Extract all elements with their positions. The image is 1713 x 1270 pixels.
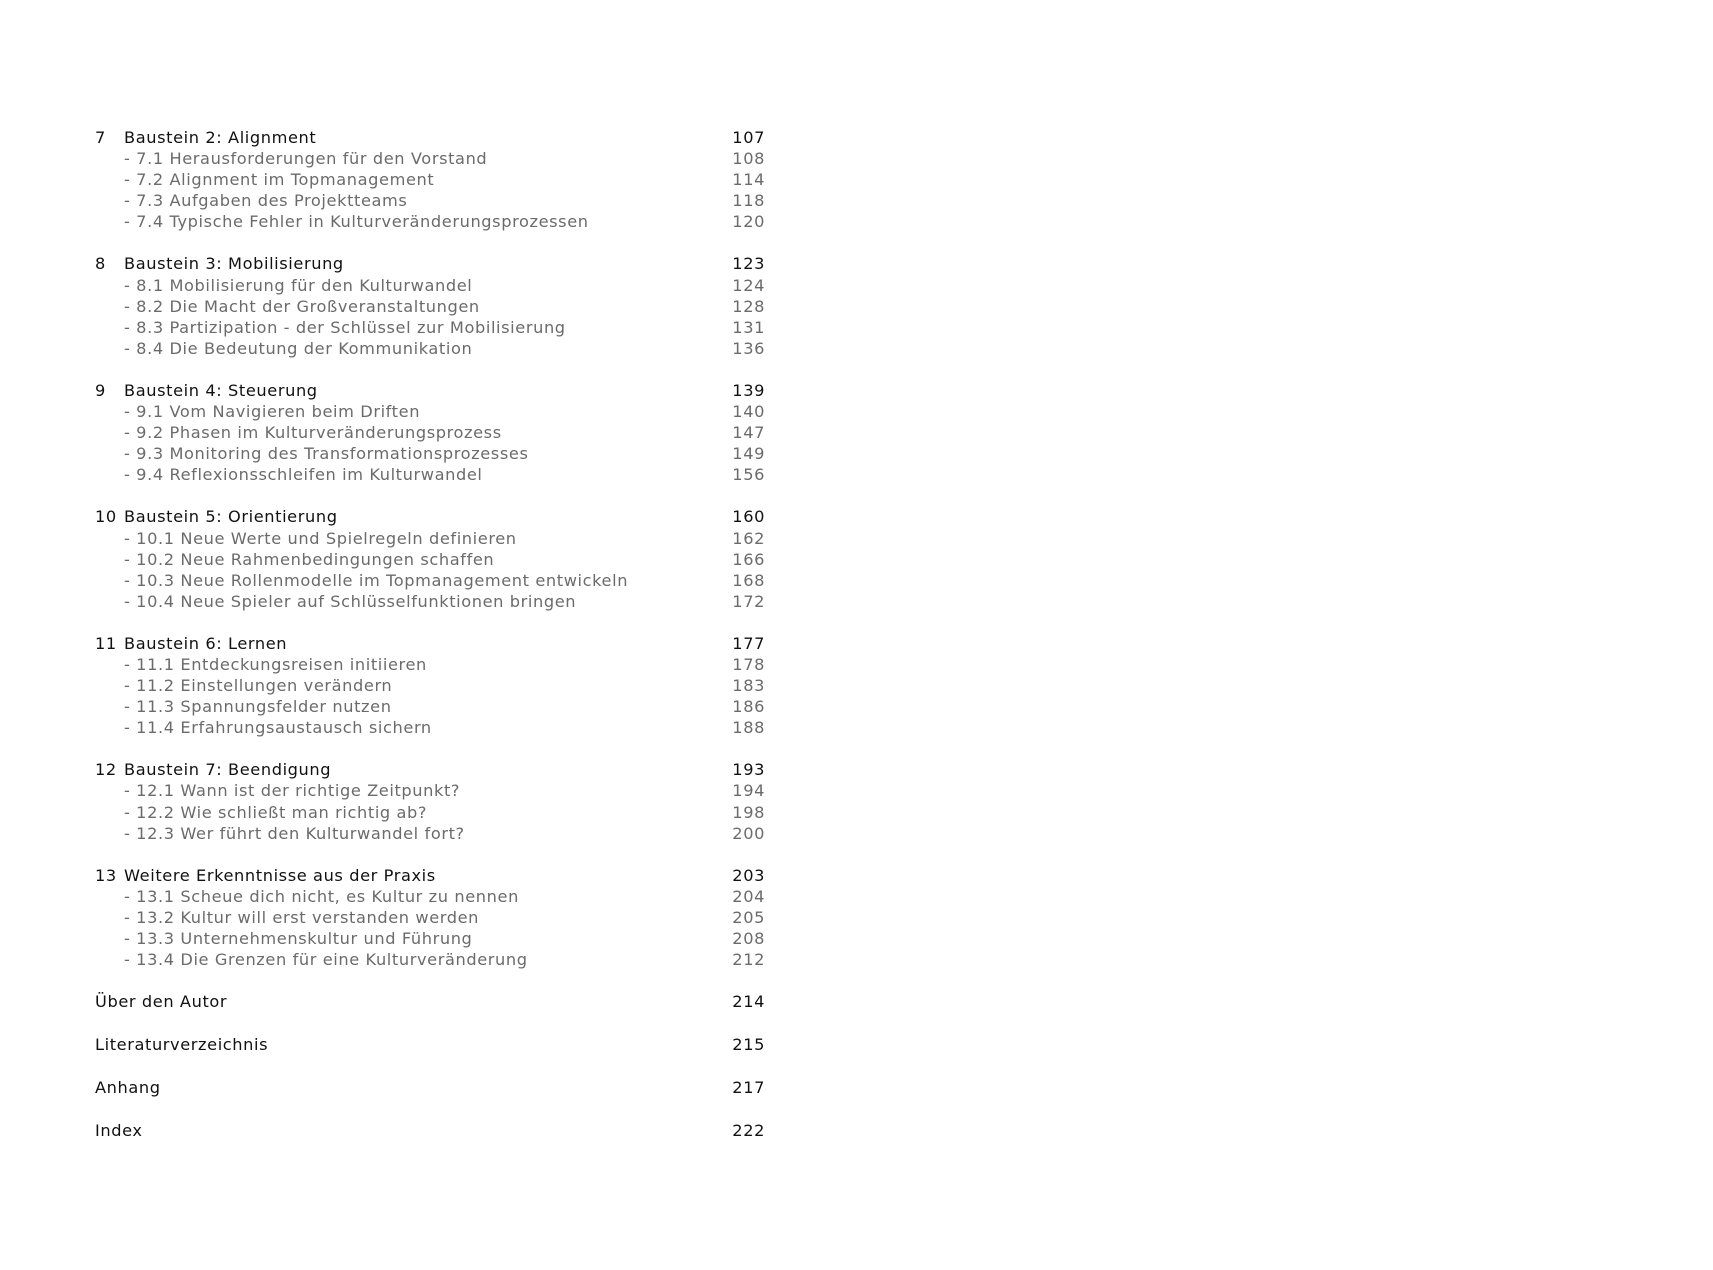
- toc-chapter-entry[interactable]: [95, 506, 765, 527]
- page-number: 120: [732, 212, 765, 232]
- page-number: 124: [732, 275, 765, 295]
- toc-chapter-entry[interactable]: [95, 127, 765, 148]
- section-title: - 9.2 Phasen im Kulturveränderungsprozess: [124, 423, 502, 443]
- section-title: - 9.3 Monitoring des Transformationsprozesses: [124, 444, 529, 464]
- toc-appendix-entry[interactable]: [95, 1120, 765, 1141]
- toc-chapter-group: [95, 253, 765, 358]
- toc-section-entry[interactable]: [95, 528, 765, 549]
- page-number: 128: [732, 296, 765, 316]
- toc-chapter-group: [95, 380, 765, 485]
- toc-chapter-entry[interactable]: [95, 759, 765, 780]
- section-title: - 8.2 Die Macht der Großveranstaltungen: [124, 296, 480, 316]
- toc-appendix-group: [95, 1120, 765, 1141]
- page-number: 194: [732, 781, 765, 801]
- toc-section-entry[interactable]: [95, 148, 765, 169]
- toc-appendix-entry[interactable]: [95, 1034, 765, 1055]
- chapter-number: 9: [95, 380, 106, 400]
- toc-section-entry[interactable]: [95, 780, 765, 801]
- page-number: 200: [732, 823, 765, 843]
- chapter-title: Baustein 3: Mobilisierung: [124, 254, 344, 274]
- chapter-title: Baustein 2: Alignment: [124, 128, 317, 147]
- page-number: 172: [732, 591, 765, 611]
- toc-section-entry[interactable]: [95, 696, 765, 717]
- appendix-title: Über den Autor: [95, 992, 228, 1012]
- table-of-contents: [95, 127, 765, 1164]
- page-number: 136: [732, 338, 765, 358]
- toc-chapter-group: [95, 633, 765, 738]
- page-number: 203: [732, 865, 765, 885]
- section-title: - 10.1 Neue Werte und Spielregeln definieren: [124, 528, 517, 548]
- toc-section-entry[interactable]: [95, 823, 765, 844]
- toc-section-entry[interactable]: [95, 949, 765, 970]
- toc-appendix-group: [95, 1077, 765, 1098]
- toc-chapter-entry[interactable]: [95, 865, 765, 886]
- toc-chapter-group: [95, 759, 765, 843]
- toc-section-entry[interactable]: [95, 275, 765, 296]
- toc-appendix-group: [95, 991, 765, 1012]
- toc-section-entry[interactable]: [95, 570, 765, 591]
- toc-section-entry[interactable]: [95, 317, 765, 338]
- appendix-title: Index: [95, 1121, 143, 1141]
- page-number: 222: [732, 1121, 765, 1141]
- section-title: - 12.1 Wann ist der richtige Zeitpunkt?: [124, 781, 461, 801]
- page-number: 215: [732, 1035, 765, 1055]
- toc-section-entry[interactable]: [95, 907, 765, 928]
- page-number: 139: [732, 380, 765, 400]
- page-number: 205: [732, 907, 765, 927]
- chapter-title: Baustein 7: Beendigung: [124, 760, 332, 780]
- section-title: - 9.1 Vom Navigieren beim Driften: [124, 402, 421, 422]
- page-number: 204: [732, 886, 765, 906]
- section-title: - 11.1 Entdeckungsreisen initiieren: [124, 654, 427, 674]
- page-number: 118: [732, 191, 765, 211]
- page-number: 198: [732, 802, 765, 822]
- toc-chapter-group: [95, 127, 765, 232]
- page-number: 212: [732, 950, 765, 970]
- toc-section-entry[interactable]: [95, 211, 765, 232]
- appendix-title: Anhang: [95, 1078, 161, 1098]
- page-number: 183: [732, 676, 765, 696]
- section-title: - 9.4 Reflexionsschleifen im Kulturwandel: [124, 465, 483, 485]
- page-number: 193: [732, 760, 765, 780]
- section-title: - 7.1 Herausforderungen für den Vorstand: [124, 149, 488, 169]
- page-number: 156: [732, 465, 765, 485]
- page-number: 131: [732, 317, 765, 337]
- section-title: - 12.3 Wer führt den Kulturwandel fort?: [124, 823, 465, 843]
- page-number: 177: [732, 633, 765, 653]
- chapter-title: Weitere Erkenntnisse aus der Praxis: [124, 865, 436, 885]
- toc-chapter-entry[interactable]: [95, 253, 765, 274]
- page-number: 107: [732, 128, 765, 147]
- toc-section-entry[interactable]: [95, 928, 765, 949]
- section-title: - 11.2 Einstellungen verändern: [124, 676, 393, 696]
- page-number: 217: [732, 1078, 765, 1098]
- toc-section-entry[interactable]: [95, 654, 765, 675]
- section-title: - 13.4 Die Grenzen für eine Kulturveränderung: [124, 950, 528, 970]
- toc-appendix-entry[interactable]: [95, 1077, 765, 1098]
- section-title: - 10.2 Neue Rahmenbedingungen schaffen: [124, 549, 495, 569]
- chapter-title: Baustein 4: Steuerung: [124, 380, 318, 400]
- page-number: 166: [732, 549, 765, 569]
- chapter-number: 8: [95, 254, 106, 274]
- toc-section-entry[interactable]: [95, 422, 765, 443]
- chapter-number: 11: [95, 633, 117, 653]
- chapter-title: Baustein 5: Orientierung: [124, 507, 338, 527]
- page-number: 108: [732, 149, 765, 169]
- page-number: 147: [732, 423, 765, 443]
- toc-section-entry[interactable]: [95, 401, 765, 422]
- section-title: - 11.3 Spannungsfelder nutzen: [124, 697, 392, 717]
- chapter-number: 13: [95, 865, 117, 885]
- toc-section-entry[interactable]: [95, 190, 765, 211]
- toc-chapter-group: [95, 865, 765, 970]
- toc-chapter-group: [95, 506, 765, 611]
- chapter-number: 7: [95, 128, 106, 147]
- toc-section-entry[interactable]: [95, 549, 765, 570]
- chapter-number: 10: [95, 507, 117, 527]
- toc-section-entry[interactable]: [95, 675, 765, 696]
- section-title: - 10.4 Neue Spieler auf Schlüsselfunktionen bringen: [124, 591, 577, 611]
- toc-appendix-entry[interactable]: [95, 991, 765, 1012]
- page-number: 186: [732, 697, 765, 717]
- toc-section-entry[interactable]: [95, 464, 765, 485]
- section-title: - 8.1 Mobilisierung für den Kulturwandel: [124, 275, 473, 295]
- page-number: 162: [732, 528, 765, 548]
- toc-section-entry[interactable]: [95, 338, 765, 359]
- section-title: - 10.3 Neue Rollenmodelle im Topmanagement entwickeln: [124, 570, 629, 590]
- toc-section-entry[interactable]: [95, 296, 765, 317]
- page-number: 168: [732, 570, 765, 590]
- page-number: 114: [732, 170, 765, 190]
- section-title: - 7.4 Typische Fehler in Kulturveränderungsprozessen: [124, 212, 589, 232]
- page-number: 140: [732, 402, 765, 422]
- section-title: - 12.2 Wie schließt man richtig ab?: [124, 802, 428, 822]
- toc-section-entry[interactable]: [95, 443, 765, 464]
- chapter-number: 12: [95, 760, 117, 780]
- toc-section-entry[interactable]: [95, 802, 765, 823]
- page-number: 178: [732, 654, 765, 674]
- section-title: - 13.3 Unternehmenskultur und Führung: [124, 929, 473, 948]
- section-title: - 8.4 Die Bedeutung der Kommunikation: [124, 338, 473, 358]
- page-number: 214: [732, 992, 765, 1012]
- toc-chapter-entry[interactable]: [95, 633, 765, 654]
- page-number: 160: [732, 507, 765, 527]
- page-number: 149: [732, 444, 765, 464]
- appendix-title: Literaturverzeichnis: [95, 1035, 269, 1055]
- page-number: 123: [732, 254, 765, 274]
- page-number: 188: [732, 718, 765, 738]
- toc-appendix-group: [95, 1034, 765, 1055]
- toc-chapter-entry[interactable]: [95, 380, 765, 401]
- section-title: - 7.3 Aufgaben des Projektteams: [124, 191, 408, 211]
- toc-section-entry[interactable]: [95, 886, 765, 907]
- toc-section-entry[interactable]: [95, 169, 765, 190]
- section-title: - 11.4 Erfahrungsaustausch sichern: [124, 718, 432, 738]
- toc-section-entry[interactable]: [95, 591, 765, 612]
- chapter-title: Baustein 6: Lernen: [124, 633, 288, 653]
- section-title: - 7.2 Alignment im Topmanagement: [124, 170, 435, 190]
- page-number: 208: [732, 929, 765, 948]
- section-title: - 13.2 Kultur will erst verstanden werden: [124, 907, 480, 927]
- section-title: - 8.3 Partizipation - der Schlüssel zur Mobilisierung: [124, 317, 566, 337]
- toc-section-entry[interactable]: [95, 717, 765, 738]
- section-title: - 13.1 Scheue dich nicht, es Kultur zu nennen: [124, 886, 519, 906]
